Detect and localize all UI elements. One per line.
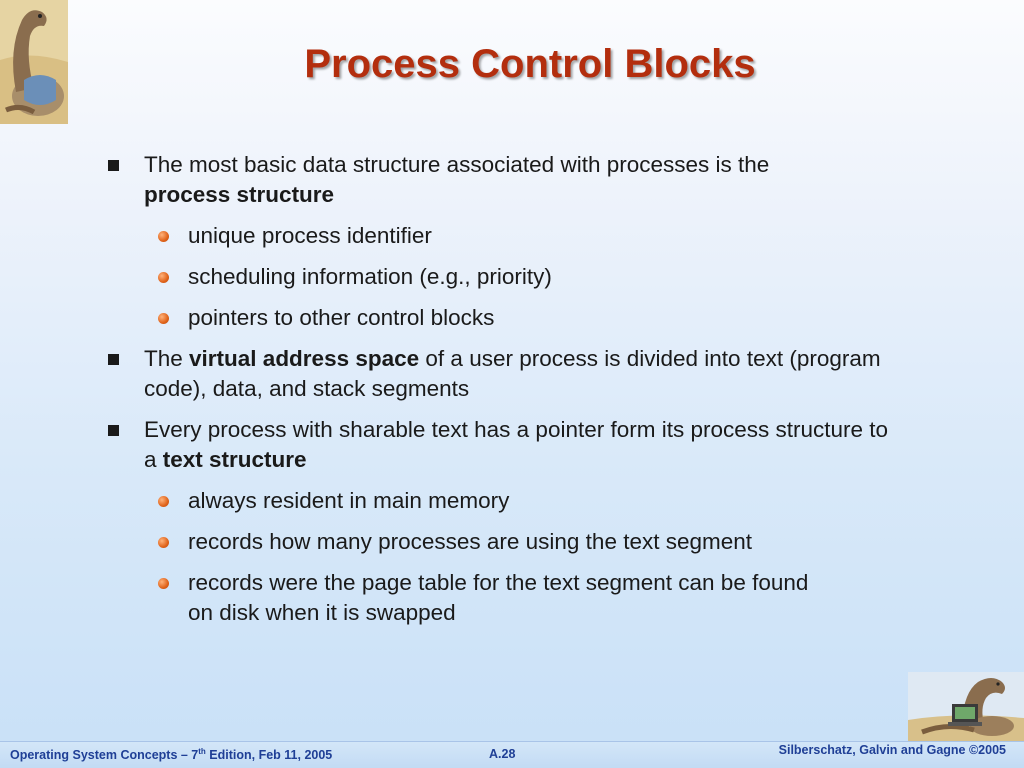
square-bullet-icon	[108, 354, 119, 365]
square-bullet-icon	[108, 160, 119, 171]
round-bullet-icon	[158, 231, 169, 242]
footer-left-sup: th	[198, 747, 206, 756]
bullet-process-structure	[104, 150, 904, 210]
bullet-text-pre: Every process with sharable text has a pointer form its process structure to a	[144, 417, 889, 472]
round-bullet-icon	[158, 578, 169, 589]
slide-content	[104, 150, 904, 639]
sub-bullet	[104, 303, 904, 333]
sub-bullet-text: always resident in main memory	[188, 488, 510, 513]
round-bullet-icon	[158, 272, 169, 283]
bullet-text: The most basic data structure associated with processes is the	[144, 152, 770, 177]
footer	[0, 741, 1024, 768]
footer-left-text: Operating System Concepts – 7	[10, 748, 199, 763]
round-bullet-icon	[158, 496, 169, 507]
bullet-bold-term: virtual address space	[189, 346, 420, 371]
round-bullet-icon	[158, 537, 169, 548]
sub-bullet	[104, 527, 904, 557]
round-bullet-icon	[158, 313, 169, 324]
bullet-text-post: of a user process is divided into text (program code), data, and stack segments	[144, 346, 881, 401]
square-bullet-icon	[108, 425, 119, 436]
dinosaur-laptop-icon	[908, 672, 1024, 742]
page-number: A.28	[489, 747, 516, 761]
sub-bullet	[104, 568, 828, 628]
sub-bullet	[104, 262, 904, 292]
sub-bullet-text: scheduling information (e.g., priority)	[188, 264, 552, 289]
bullet-virtual-address-space	[104, 344, 904, 404]
sub-bullet	[104, 221, 904, 251]
sub-bullet-text: unique process identifier	[188, 223, 432, 248]
bullet-text-pre: The	[144, 346, 190, 371]
bullet-bold-term: text structure	[162, 447, 307, 472]
footer-course-info	[10, 747, 332, 762]
footer-copyright: Silberschatz, Galvin and Gagne ©2005	[778, 743, 1006, 757]
sub-bullet-text: records how many processes are using the text segment	[188, 529, 753, 554]
footer-left-text-post: Edition, Feb 11, 2005	[205, 748, 333, 763]
page-title: Process Control Blocks	[304, 42, 756, 86]
bullet-bold-term: process structure	[144, 182, 335, 207]
sub-bullet-text: records were the page table for the text segment can be found on disk when it is swapped	[188, 570, 809, 625]
dinosaur-logo-icon	[0, 0, 68, 124]
sub-bullet-text: pointers to other control blocks	[188, 305, 495, 330]
sub-bullet	[104, 486, 904, 516]
bullet-text-structure	[104, 415, 904, 475]
